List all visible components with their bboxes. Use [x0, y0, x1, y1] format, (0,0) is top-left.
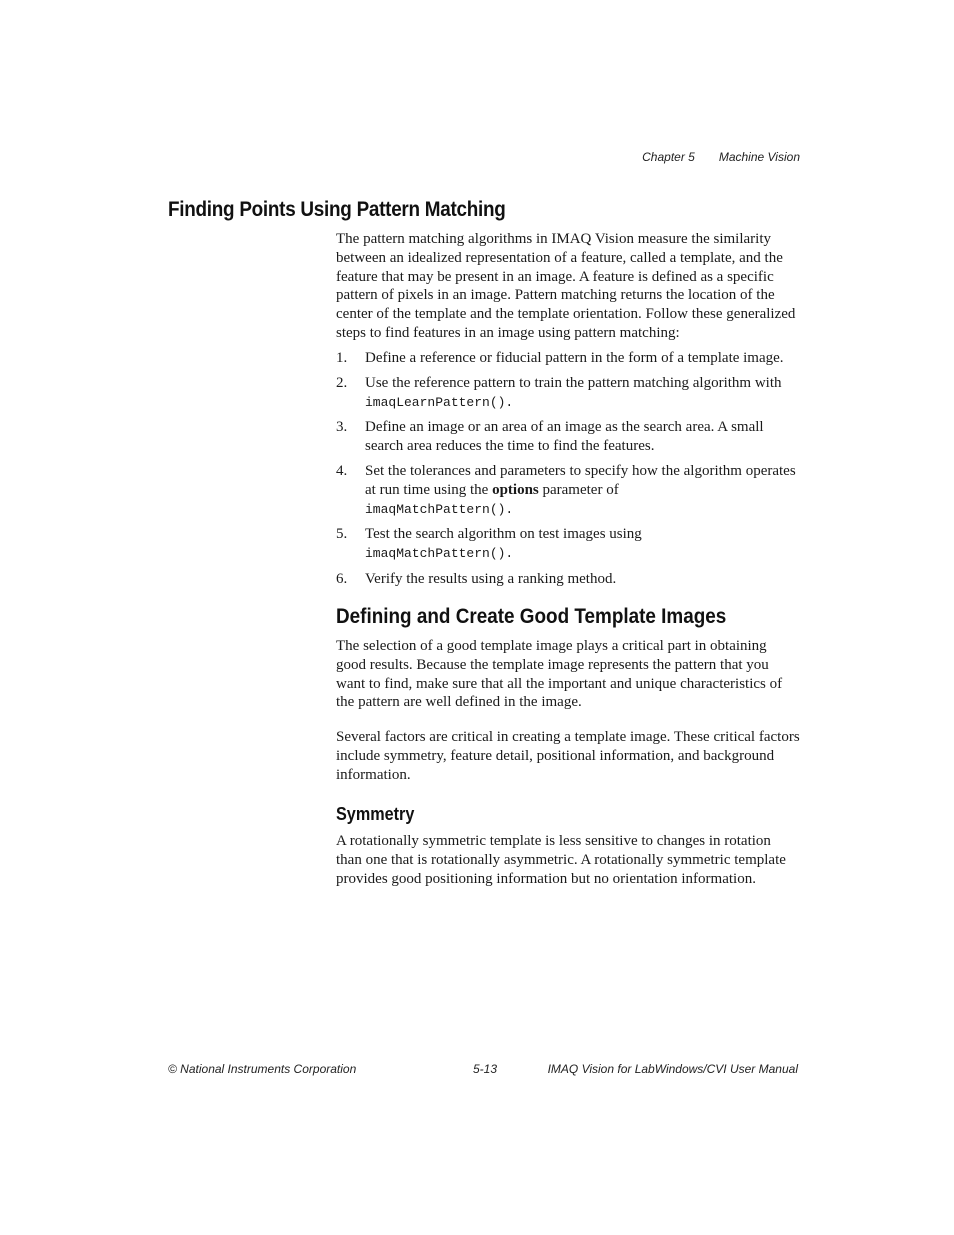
- list-item-text: Test the search algorithm on test images using: [365, 526, 642, 543]
- list-item-number: 5.: [336, 526, 348, 543]
- list-item-text: Set the tolerances and parameters to specify how the algorithm operates at run time using the: [365, 462, 796, 498]
- list-item-number: 6.: [336, 570, 348, 587]
- section1-intro-text: The pattern matching algorithms in IMAQ Vision measure the similarity between an idealized representation of a feature, called a template, and the feature that may be present in an image. A feature is defined as a specific pattern of pixels in an image. Pattern matching returns the location of the center of the template and the template orientation. Follow these generalized steps to find features in an image using pattern matching:: [336, 231, 796, 341]
- section1-intro: [336, 230, 800, 343]
- options-keyword: options: [492, 481, 539, 498]
- list-item-number: 2.: [336, 374, 348, 391]
- list-item-text: Define a reference or fiducial pattern in the form of a template image.: [365, 350, 784, 366]
- section-heading-symmetry: Symmetry: [336, 804, 415, 824]
- function-name: imaqMatchPattern().: [365, 546, 514, 562]
- list-item: [336, 570, 800, 589]
- section2-para2: [336, 728, 800, 784]
- list-item-text: Use the reference pattern to train the pattern matching algorithm with: [365, 374, 782, 391]
- list-item-number: 1.: [336, 350, 348, 366]
- list-item-number: 3.: [336, 419, 348, 436]
- list-item: [336, 525, 800, 564]
- running-header: [642, 150, 800, 164]
- section-heading-template-images: Defining and Create Good Template Images: [336, 605, 727, 628]
- section3-para-text: A rotationally symmetric template is less sensitive to changes in rotation than one that is rotationally asymmetric. A rotationally symmetric template provides good positioning information but no orientation information.: [336, 833, 786, 887]
- list-item: [336, 418, 800, 456]
- function-name: imaqMatchPattern().: [365, 501, 514, 517]
- steps-list: [336, 349, 800, 595]
- section2-para1-text: The selection of a good template image plays a critical part in obtaining good results. Because the template image represents the pattern that you want to find, make sure that all the important and unique characteristics of the pattern are well defined in the image.: [336, 638, 783, 711]
- section3-para: [336, 832, 800, 888]
- footer-manual-title: IMAQ Vision for LabWindows/CVI User Manual: [547, 1062, 798, 1076]
- section-heading-finding-points: Finding Points Using Pattern Matching: [168, 198, 506, 221]
- footer-page-number: 5-13: [473, 1062, 498, 1076]
- function-name: imaqLearnPattern().: [365, 394, 514, 410]
- list-item: [336, 374, 800, 413]
- running-header-title: Machine Vision: [718, 150, 800, 164]
- list-item-text-after: parameter of: [542, 481, 619, 498]
- list-item-text: Verify the results using a ranking method.: [365, 570, 617, 587]
- footer-copyright: © National Instruments Corporation: [168, 1062, 357, 1076]
- running-header-chapter: Chapter 5: [642, 150, 695, 164]
- section2-para2-text: Several factors are critical in creating a template image. These critical factors include symmetry, feature detail, positional information, and background information.: [336, 729, 800, 783]
- list-item: [336, 462, 800, 519]
- list-item-text: Define an image or an area of an image as the search area. A small search area reduces the time to find the features.: [365, 419, 764, 455]
- list-item-number: 4.: [336, 462, 348, 479]
- section2-para1: [336, 637, 800, 712]
- list-item: [336, 349, 800, 368]
